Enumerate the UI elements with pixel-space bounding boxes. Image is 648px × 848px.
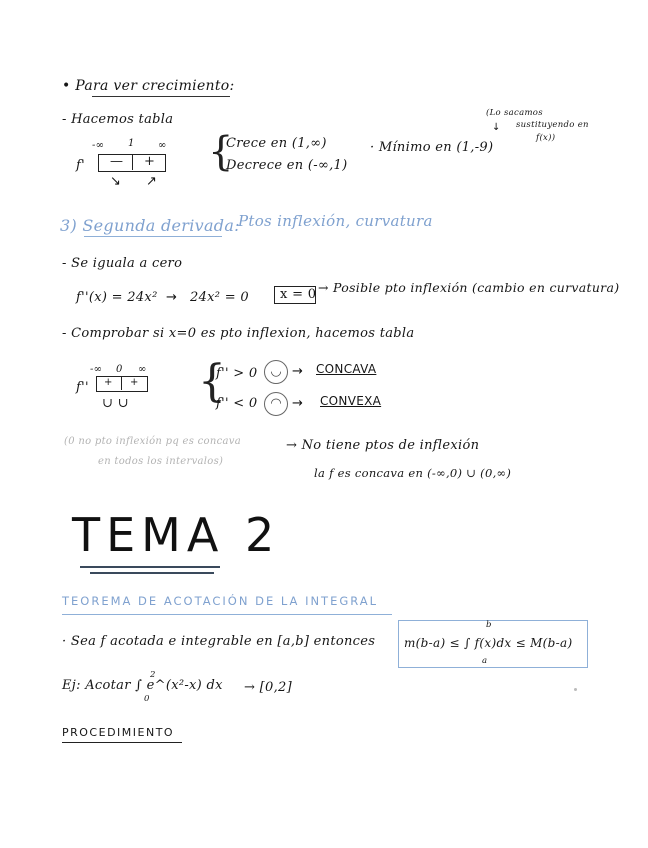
igualar-text: - Se iguala a cero — [62, 256, 183, 271]
teorema-underline — [62, 614, 392, 615]
segunda-heading-rest: Ptos inflexión, curvatura — [238, 212, 433, 230]
teorema-bound-bottom: a — [482, 656, 488, 666]
tema-underline-2 — [90, 572, 214, 574]
fprime-label: f' — [76, 158, 85, 173]
no-tiene-text: → No tiene ptos de inflexión — [286, 438, 480, 453]
arrow-down-icon: ↘ — [110, 174, 121, 189]
ej-lim-top: 2 — [150, 670, 156, 680]
brace-curvatura: { — [198, 356, 226, 407]
posible-text: → Posible pto inflexión (cambio en curvatura) — [318, 280, 620, 295]
grey-note-1: (0 no pto inflexión pq es concava — [64, 436, 241, 447]
arrow-up-icon: ↗ — [146, 174, 157, 189]
cup-symbols: ∪ ∪ — [102, 396, 129, 411]
concava-label: CONCAVA — [316, 362, 377, 376]
sad-face-icon: ◠ — [264, 392, 288, 416]
minimo-text: · Mínimo en (1,-9) — [370, 140, 494, 155]
brace-crecimiento: { — [208, 129, 234, 175]
note-line-3: f(x)) — [536, 133, 556, 143]
grey-note-2: en todos los intervalos) — [98, 456, 224, 467]
f2-top-neg-inf: -∞ — [90, 364, 103, 375]
ejemplo-text: Ej: Acotar ∫ e^(x²-x) dx — [62, 678, 223, 693]
stray-dot — [574, 688, 577, 691]
f2-label: f'' — [76, 380, 89, 395]
segunda-underline — [84, 236, 222, 237]
teorema-statement: · Sea f acotada e integrable en [a,b] entonces — [62, 634, 376, 649]
cond-2: f'' < 0 — [216, 396, 258, 411]
cond-1: f'' > 0 — [216, 366, 258, 381]
decrece-text: Decrece en (-∞,1) — [226, 158, 348, 173]
cell-left-minus: — — [110, 154, 124, 169]
crecimiento-heading: • Para ver crecimiento: — [62, 78, 235, 94]
note-line-1: (Lo sacamos — [486, 108, 543, 118]
teorema-bound-top: b — [486, 620, 492, 630]
happy-face-icon: ◡ — [264, 360, 288, 384]
sign-top-neg-inf: -∞ — [92, 140, 105, 151]
note-line-2: sustituyendo en — [516, 120, 589, 130]
f2-top-zero: 0 — [116, 364, 123, 375]
procedimiento-label: PROCEDIMIENTO — [62, 726, 175, 739]
arrow-concava-icon: → — [292, 364, 303, 379]
convexa-label: CONVEXA — [320, 394, 382, 408]
f2-top-pos-inf: ∞ — [138, 364, 147, 375]
segunda-heading: 3) Segunda derivada: — [60, 216, 240, 235]
ecuacion-2: 24x² = 0 — [190, 290, 249, 305]
ej-lim-bottom: 0 — [144, 694, 150, 704]
f2-table-divider — [121, 376, 122, 390]
ecuacion-1: f''(x) = 24x² — [76, 290, 158, 305]
teorema-formula: m(b-a) ≤ ∫ f(x)dx ≤ M(b-a) — [404, 636, 573, 650]
cell-right-plus: + — [144, 154, 156, 169]
ej-interval: → [0,2] — [244, 680, 292, 695]
f2-cell-right: + — [130, 377, 139, 388]
tema-title: TEMA 2 — [72, 508, 281, 562]
note-arrow-icon: ↓ — [492, 122, 501, 133]
sign-top-one: 1 — [128, 138, 135, 149]
arrow-right-icon: → — [166, 290, 177, 305]
sign-top-pos-inf: ∞ — [158, 140, 167, 151]
teorema-heading: TEOREMA DE ACOTACIÓN DE LA INTEGRAL — [62, 594, 379, 608]
sign-table-divider — [132, 154, 133, 170]
comprobar-text: - Comprobar si x=0 es pto inflexion, hacemos tabla — [62, 326, 415, 341]
crece-text: Crece en (1,∞) — [226, 136, 327, 151]
f2-cell-left: + — [104, 377, 113, 388]
resultado-text: x = 0 — [280, 287, 317, 302]
la-f-text: la f es concava en (-∞,0) ∪ (0,∞) — [314, 466, 512, 480]
hacemos-tabla-label: - Hacemos tabla — [62, 112, 174, 127]
crecimiento-underline — [92, 96, 230, 97]
procedimiento-underline — [62, 742, 182, 743]
arrow-convexa-icon: → — [292, 396, 303, 411]
tema-underline-1 — [80, 566, 220, 568]
